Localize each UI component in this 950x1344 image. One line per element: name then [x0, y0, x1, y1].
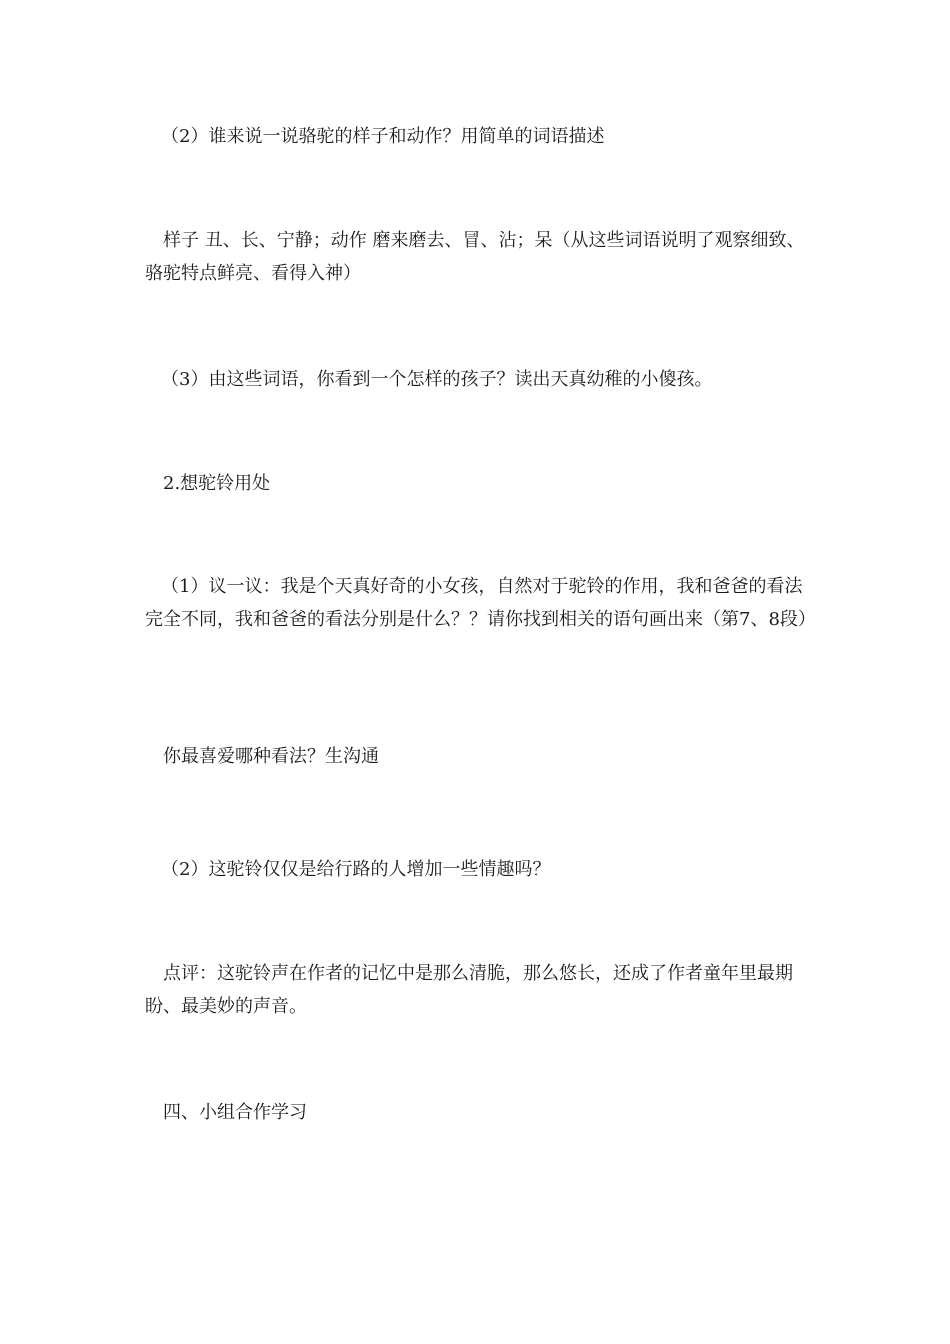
paragraph-appearance-actions: 样子 丑、长、宁静；动作 磨来磨去、冒、沾；呆（从这些词语说明了观察细致、骆驼特点鲜亮、看得入神）: [145, 230, 805, 284]
section-heading-bell-use: 2.想驼铃用处: [163, 473, 271, 494]
paragraph-favorite-view: 你最喜爱哪种看法？生沟通: [163, 746, 379, 767]
paragraph-question-3: （3）由这些词语，你看到一个怎样的孩子？读出天真幼稚的小傻孩。: [161, 369, 713, 390]
section-heading-group-study: 四、小组合作学习: [163, 1102, 307, 1123]
paragraph-discussion-2: （2）这驼铃仅仅是给行路的人增加一些情趣吗？: [161, 859, 551, 880]
paragraph-discussion-1: （1）议一议：我是个天真好奇的小女孩，自然对于驼铃的作用，我和爸爸的看法完全不同，我和爸爸的看法分别是什么？？请你找到相关的语句画出来（第7、8段）: [145, 576, 816, 630]
paragraph-comment: 点评：这驼铃声在作者的记忆中是那么清脆，那么悠长，还成了作者童年里最期盼、最美妙的声音。: [145, 963, 793, 1017]
paragraph-question-2: （2）谁来说一说骆驼的样子和动作？用简单的词语描述: [161, 126, 605, 147]
